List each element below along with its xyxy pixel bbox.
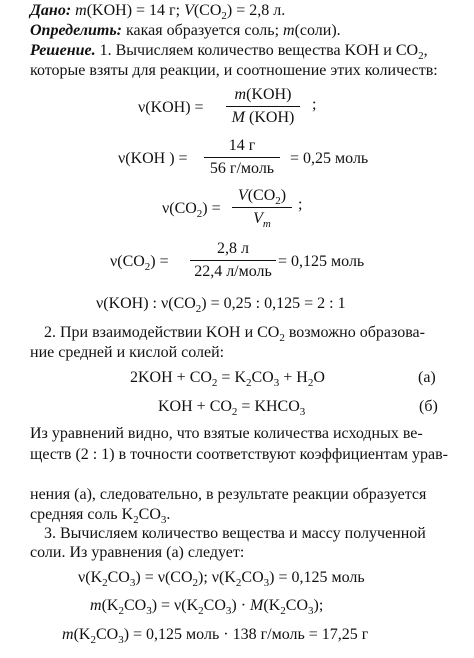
paragraph-line4: средняя соль $K_2CO_3$. [30,506,171,526]
formula-koh-calc-fraction: 14 г 56 г/моль [204,137,280,178]
formula-nu-koh-lhs: ν(KOH) = [138,99,204,116]
given-line: Дано: m(KOH) = 14 г; $V(CO_2) = 2,8$ л. [30,2,286,22]
paragraph-line2: ществ (2 : 1) в точности соответствуют коэффициентам урав- [30,446,448,463]
equation-b-tag: (б) [419,398,438,415]
formula-nu-koh-end: ; [312,96,317,113]
formula-koh-calc-lhs: ν(KOH ) = [118,150,188,167]
formula-nu-co2-fraction: $V(CO_2)$ $V_m$ [232,187,292,228]
step3-line2: соли. Из уравнения (а) следует: [30,544,245,561]
step3-line1: 3. Вычисляем количество вещества и массу полученной [44,525,426,542]
formula-co2-calc-lhs: $\nu(CO_2)$ = [110,253,169,273]
formula-koh-calc-rhs: = 0,25 моль [290,150,369,167]
solution-step1-line1: Решение. 1. Вычисляем количество вещества KOH и $CO_2$, [30,42,428,62]
equation-b: KOH + $CO_2$ = $KHCO_3$ [158,398,306,418]
formula-nu-k2co3: $\nu(K_2CO_3) = \nu(CO_2)$; $\nu(K_2CO_3) = 0,125$ моль [78,569,365,589]
formula-mass-result: $m(K_2CO_3) = 0,125$ моль · 138 г/моль = 17,25 г [62,626,369,646]
formula-mass-k2co3: $m(K_2CO_3) = \nu(K_2CO_3) \cdot M(K_2CO_3)$; [90,597,324,617]
paragraph-line1: Из уравнений видно, что взятые количества исходных ве- [30,425,423,442]
formula-co2-calc-fraction: 2,8 л 22,4 л/моль [190,240,276,281]
given-label: Дано: [30,2,72,19]
solution-step1-line2: которые взяты для реакции, и соотношение этих количеств: [30,62,438,79]
determine-line: Определить: какая образуется соль; m(соли). [30,22,341,39]
formula-nu-koh-fraction: m(KOH) M (KOH) [226,86,300,127]
solution-label: Решение. [30,42,96,59]
determine-label: Определить: [30,22,122,39]
formula-ratio: ν(KOH) : $\nu(CO_2) = 0,25$ : 0,125 = 2 : 1 [96,295,346,315]
equation-a-tag: (a) [418,369,436,386]
paragraph-line3: нения (а), следовательно, в результате реакции образуется [30,486,427,503]
step2-line2: ние средней и кислой солей: [30,344,225,361]
formula-co2-calc-rhs: = 0,125 моль [278,253,365,270]
equation-a: $2KOH + CO_2 = K_2CO_3 + H_2O$ [130,369,325,389]
formula-nu-co2-end: ; [298,196,303,213]
step2-line1: 2. При взаимодействии KOH и $CO_2$ возможно образова- [44,324,425,344]
formula-nu-co2-lhs: $\nu(CO_2)$ = [162,200,221,220]
